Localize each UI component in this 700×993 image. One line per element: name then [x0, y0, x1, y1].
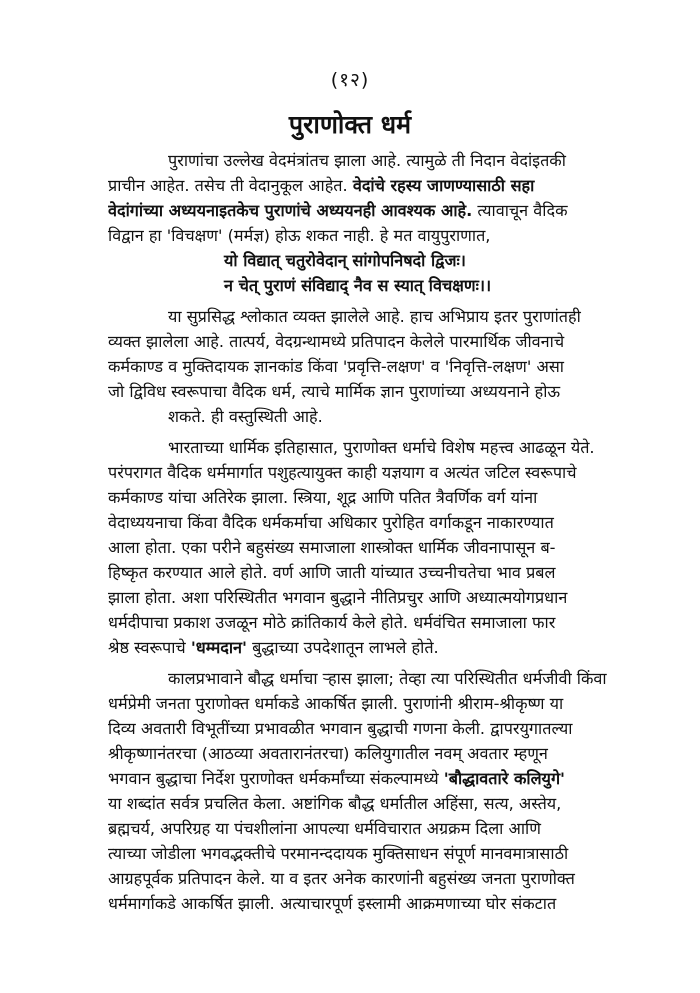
page-number: (१२) [330, 69, 370, 91]
body-text [108, 148, 654, 916]
verse-line: न चेत् पुराणं संविद्याद् नैव स स्यात् विचक्षणः।। [224, 276, 492, 295]
text-line: भारताच्या धार्मिक इतिहासात, पुराणोक्त धर्माचे विशेष महत्त्व आढळून येते. [168, 438, 595, 457]
text-line: श्रेष्ठ स्वरूपाचे 'धम्मदान' बुद्धाच्या उपदेशातून लाभले होते. [108, 638, 439, 657]
text-line: शकते. ही वस्तुस्थिती आहे. [168, 407, 323, 426]
verse-line: यो विद्यात् चतुरोवेदान् सांगोपनिषदो द्विजः। [224, 251, 466, 270]
text-line: परंपरागत वैदिक धर्ममार्गात पशुहत्यायुक्त काही यज्ञयाग व अत्यंत जटिल स्वरूपाचे [108, 463, 577, 482]
text-line: धर्मदीपाचा प्रकाश उजळून मोठे क्रांतिकार्य केले होते. धर्मवंचित समाजाला फार [108, 613, 556, 632]
text-line: वेदांगांच्या अध्ययनाइतकेच पुराणांचे अध्ययनही आवश्यक आहे. त्यावाचून वैदिक [108, 201, 568, 220]
text-line: आला होता. एका परीने बहुसंख्य समाजाला शास्त्रोक्त धार्मिक जीवनापासून ब- [108, 538, 556, 557]
text-line: आग्रहपूर्वक प्रतिपादन केले. या व इतर अनेक कारणांनी बहुसंख्य जनता पुराणोक्त [108, 869, 575, 888]
text-line: या शब्दांत सर्वत्र प्रचलित केला. अष्टांगिक बौद्ध धर्मातील अहिंसा, सत्य, अस्तेय, [108, 794, 562, 813]
text-line: हिष्कृत करण्यात आले होते. वर्ण आणि जाती यांच्यात उच्चनीचतेचा भाव प्रबल [108, 563, 556, 582]
text-line: पुराणांचा उल्लेख वेदमंत्रांतच झाला आहे. त्यामुळे ती निदान वेदांइतकी [168, 151, 566, 170]
text-line: व्यक्त झालेला आहे. तात्पर्य, वेदग्रन्थामध्ये प्रतिपादन केलेले पारमार्थिक जीवनाचे [108, 332, 565, 351]
page-title: पुराणोक्त धर्म [288, 110, 412, 139]
text-line: या सुप्रसिद्ध श्लोकात व्यक्त झालेले आहे. हाच अभिप्राय इतर पुराणांतही [168, 307, 581, 326]
text-line: प्राचीन आहेत. तसेच ती वेदानुकूल आहेत. वेदांचे रहस्य जाणण्यासाठी सहा [108, 176, 535, 195]
text-line: ब्रह्मचर्य, अपरिग्रह या पंचशीलांना आपल्या धर्मविचारात अग्रक्रम दिला आणि [108, 819, 541, 838]
text-line: धर्ममार्गाकडे आकर्षित झाली. अत्याचारपूर्ण इस्लामी आक्रमणाच्या घोर संकटात [108, 894, 557, 913]
text-line: त्याच्या जोडीला भगवद्भक्तीचे परमानन्ददायक मुक्तिसाधन संपूर्ण मानवमात्रासाठी [108, 844, 569, 863]
text-line: भगवान बुद्धाचा निर्देश पुराणोक्त धर्मकर्मांच्या संकल्पामध्ये 'बौद्धावतारे कलियुगे' [108, 769, 566, 788]
text-line: धर्मप्रेमी जनता पुराणोक्त धर्माकडे आकर्षित झाली. पुराणांनी श्रीराम-श्रीकृष्ण या [108, 694, 564, 713]
text-line: झाला होता. अशा परिस्थितीत भगवान बुद्धाने नीतिप्रचुर आणि अध्यात्मयोगप्रधान [108, 588, 568, 607]
text-line: दिव्य अवतारी विभूतींच्या प्रभावळीत भगवान बुद्धाची गणना केली. द्वापरयुगातल्या [108, 719, 573, 738]
text-line: कर्मकाण्ड व मुक्तिदायक ज्ञानकांड किंवा 'प्रवृत्ति-लक्षण' व 'निवृत्ति-लक्षण' असा [108, 357, 564, 376]
text-line: वेदाध्ययनाचा किंवा वैदिक धर्मकर्माचा अधिकार पुरोहित वर्गाकडून नाकारण्यात [108, 513, 554, 532]
text-line: जो द्विविध स्वरूपाचा वैदिक धर्म, त्याचे मार्मिक ज्ञान पुराणांच्या अध्ययनाने होऊ [108, 382, 561, 401]
text-line: श्रीकृष्णानंतरचा (आठव्या अवतारानंतरचा) कलियुगातील नवम् अवतार म्हणून [108, 744, 548, 763]
text-line: कर्मकाण्ड यांचा अतिरेक झाला. स्त्रिया, शूद्र आणि पतित त्रैवर्णिक वर्ग यांना [108, 488, 538, 507]
text-line: कालप्रभावाने बौद्ध धर्माचा ऱ्हास झाला; तेव्हा त्या परिस्थितीत धर्मजीवी किंवा [168, 669, 607, 688]
text-line: विद्वान हा 'विचक्षण' (मर्मज्ञ) होऊ शकत नाही. हे मत वायुपुराणात, [108, 226, 491, 245]
